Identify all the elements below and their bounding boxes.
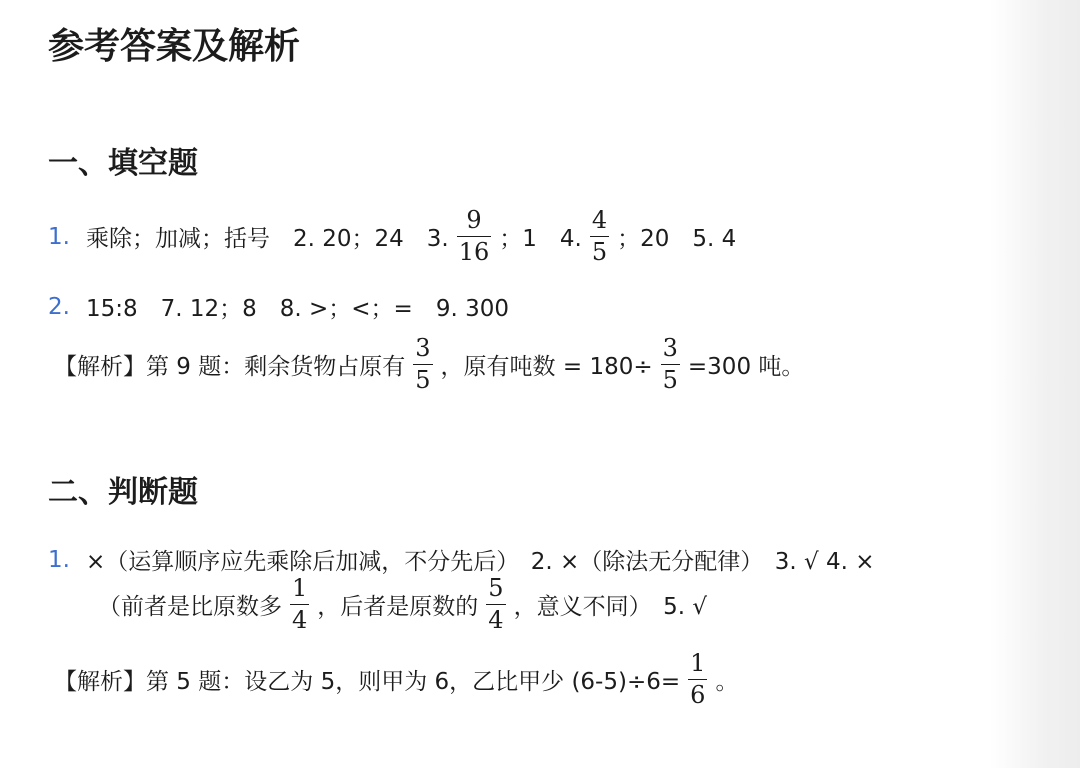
fraction [413, 335, 432, 394]
denominator: 4 [488, 606, 504, 634]
true-false-analysis [54, 650, 738, 709]
fraction-bar [661, 364, 680, 365]
fill-blank-answers-line-1 [48, 207, 736, 266]
fill-blank-answers-line-2 [48, 290, 509, 323]
list-number: 2. [48, 293, 70, 320]
denominator: 6 [690, 681, 706, 709]
answer-text: （前者是比原数多 [98, 594, 282, 620]
answer-text: ；1 4. [499, 226, 582, 252]
list-number: 1. [48, 546, 70, 573]
fraction [457, 207, 492, 266]
fraction [688, 650, 707, 709]
page-title: 参考答案及解析 [48, 26, 301, 67]
fraction-bar [688, 679, 707, 680]
numerator: 3 [415, 334, 431, 362]
numerator: 1 [292, 574, 308, 602]
numerator: 9 [466, 206, 482, 234]
analysis-text: 【解析】第 5 题：设乙为 5，则甲为 6，乙比甲少 (6-5)÷6= [54, 669, 681, 695]
numerator: 4 [591, 206, 608, 234]
fraction-bar [590, 236, 609, 237]
answer-text: ，意义不同） 5. √ [513, 594, 707, 620]
answer-text: 乘除；加减；括号 2. 20；24 3. [85, 226, 449, 252]
section-heading-fill-blank: 一、填空题 [48, 146, 198, 181]
section-heading-true-false: 二、判断题 [48, 475, 198, 510]
fraction-bar [413, 364, 432, 365]
fraction-bar [290, 604, 309, 605]
fraction [290, 575, 309, 634]
analysis-text: 。 [715, 669, 739, 695]
page-edge-shadow [990, 0, 1080, 768]
answer-text: ×（运算顺序应先乘除后加减，不分先后） 2. ×（除法无分配律） 3. √ 4. × [85, 549, 875, 575]
numerator: 3 [662, 334, 678, 362]
denominator: 5 [415, 366, 431, 394]
analysis-text: 【解析】第 9 题：剩余货物占原有 [54, 354, 406, 380]
denominator: 16 [458, 238, 490, 266]
numerator: 5 [488, 574, 504, 602]
fraction [486, 575, 505, 634]
answer-text: 15:8 7. 12；8 8. >；<；= 9. 300 [85, 296, 509, 322]
fill-blank-analysis [54, 335, 804, 394]
analysis-text: =300 吨。 [687, 354, 805, 380]
fraction [661, 335, 680, 394]
fraction [590, 207, 609, 266]
fraction-bar [486, 604, 505, 605]
fraction-bar [457, 236, 492, 237]
numerator: 1 [690, 649, 706, 677]
list-number: 1. [48, 223, 70, 250]
denominator: 4 [292, 606, 308, 634]
denominator: 5 [662, 366, 678, 394]
denominator: 5 [591, 238, 608, 266]
true-false-answers-line-1 [48, 543, 875, 576]
answer-text: ；20 5. 4 [617, 226, 737, 252]
answer-text: ，后者是原数的 [317, 594, 479, 620]
true-false-answers-line-2 [98, 575, 707, 634]
analysis-text: ，原有吨数 = 180÷ [440, 354, 653, 380]
